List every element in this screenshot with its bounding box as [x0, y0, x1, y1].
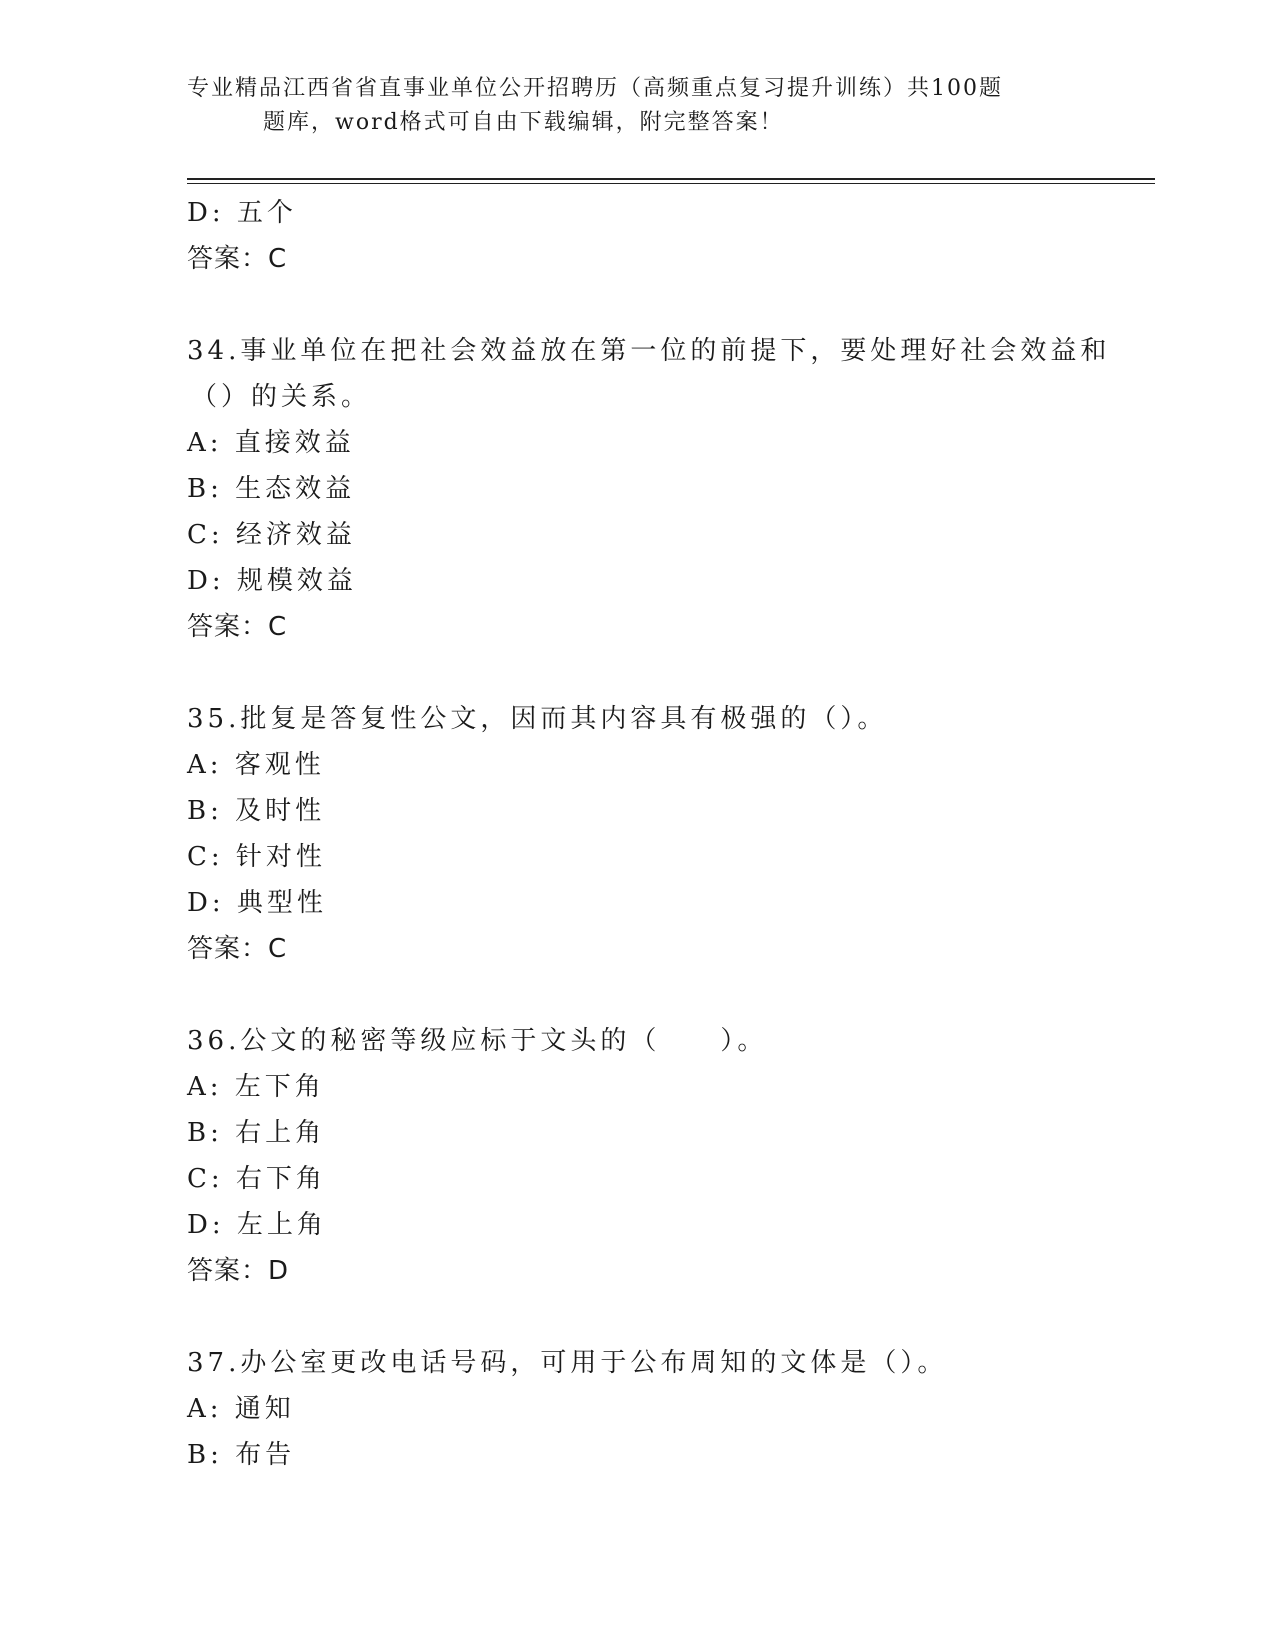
question-34-option-a: A: 直接效益 [187, 428, 355, 458]
question-34-option-d: D: 规模效益 [187, 566, 357, 596]
question-37-option-a: A: 通知 [187, 1394, 295, 1424]
question-36-option-a: A: 左下角 [187, 1072, 325, 1102]
spacer [187, 650, 1087, 696]
header-title-line1: 专业精品江西省省直事业单位公开招聘历（高频重点复习提升训练）共100题 [187, 76, 1003, 101]
header-divider-thick [187, 178, 1155, 180]
question-35-option-c: C: 针对性 [187, 842, 326, 872]
spacer [187, 282, 1087, 328]
header-divider-thin [187, 183, 1155, 184]
question-34-option-c: C: 经济效益 [187, 520, 356, 550]
question-35-option-b: B: 及时性 [187, 796, 326, 826]
question-35-answer: 答案：C [187, 934, 288, 964]
question-34-option-b: B: 生态效益 [187, 474, 356, 504]
question-34-stem: 34.事业单位在把社会效益放在第一位的前提下，要处理好社会效益和 [187, 336, 1111, 366]
question-34-stem-cont: （）的关系。 [191, 382, 372, 412]
question-36-option-c: C: 右下角 [187, 1164, 326, 1194]
question-37-stem: 37.办公室更改电话号码，可用于公布周知的文体是（）。 [187, 1348, 948, 1378]
question-35-stem: 35.批复是答复性公文，因而其内容具有极强的（）。 [187, 704, 888, 734]
question-content [187, 190, 1111, 1478]
spacer [187, 972, 1087, 1018]
question-36-answer: 答案：D [187, 1256, 290, 1286]
question-36-stem: 36.公文的秘密等级应标于文头的（ ）。 [187, 1026, 768, 1056]
question-37-option-b: B: 布告 [187, 1440, 296, 1470]
question-36-option-d: D: 左上角 [187, 1210, 327, 1240]
question-36-option-b: B: 右上角 [187, 1118, 326, 1148]
header-title-line2: 题库，word格式可自由下载编辑，附完整答案！ [263, 110, 784, 135]
question-34-answer: 答案：C [187, 612, 288, 642]
prev-answer: 答案：C [187, 244, 288, 274]
prev-option-d: D: 五个 [187, 198, 297, 228]
spacer [187, 1294, 1087, 1340]
question-35-option-d: D: 典型性 [187, 888, 327, 918]
question-35-option-a: A: 客观性 [187, 750, 325, 780]
document-header [187, 72, 1047, 140]
